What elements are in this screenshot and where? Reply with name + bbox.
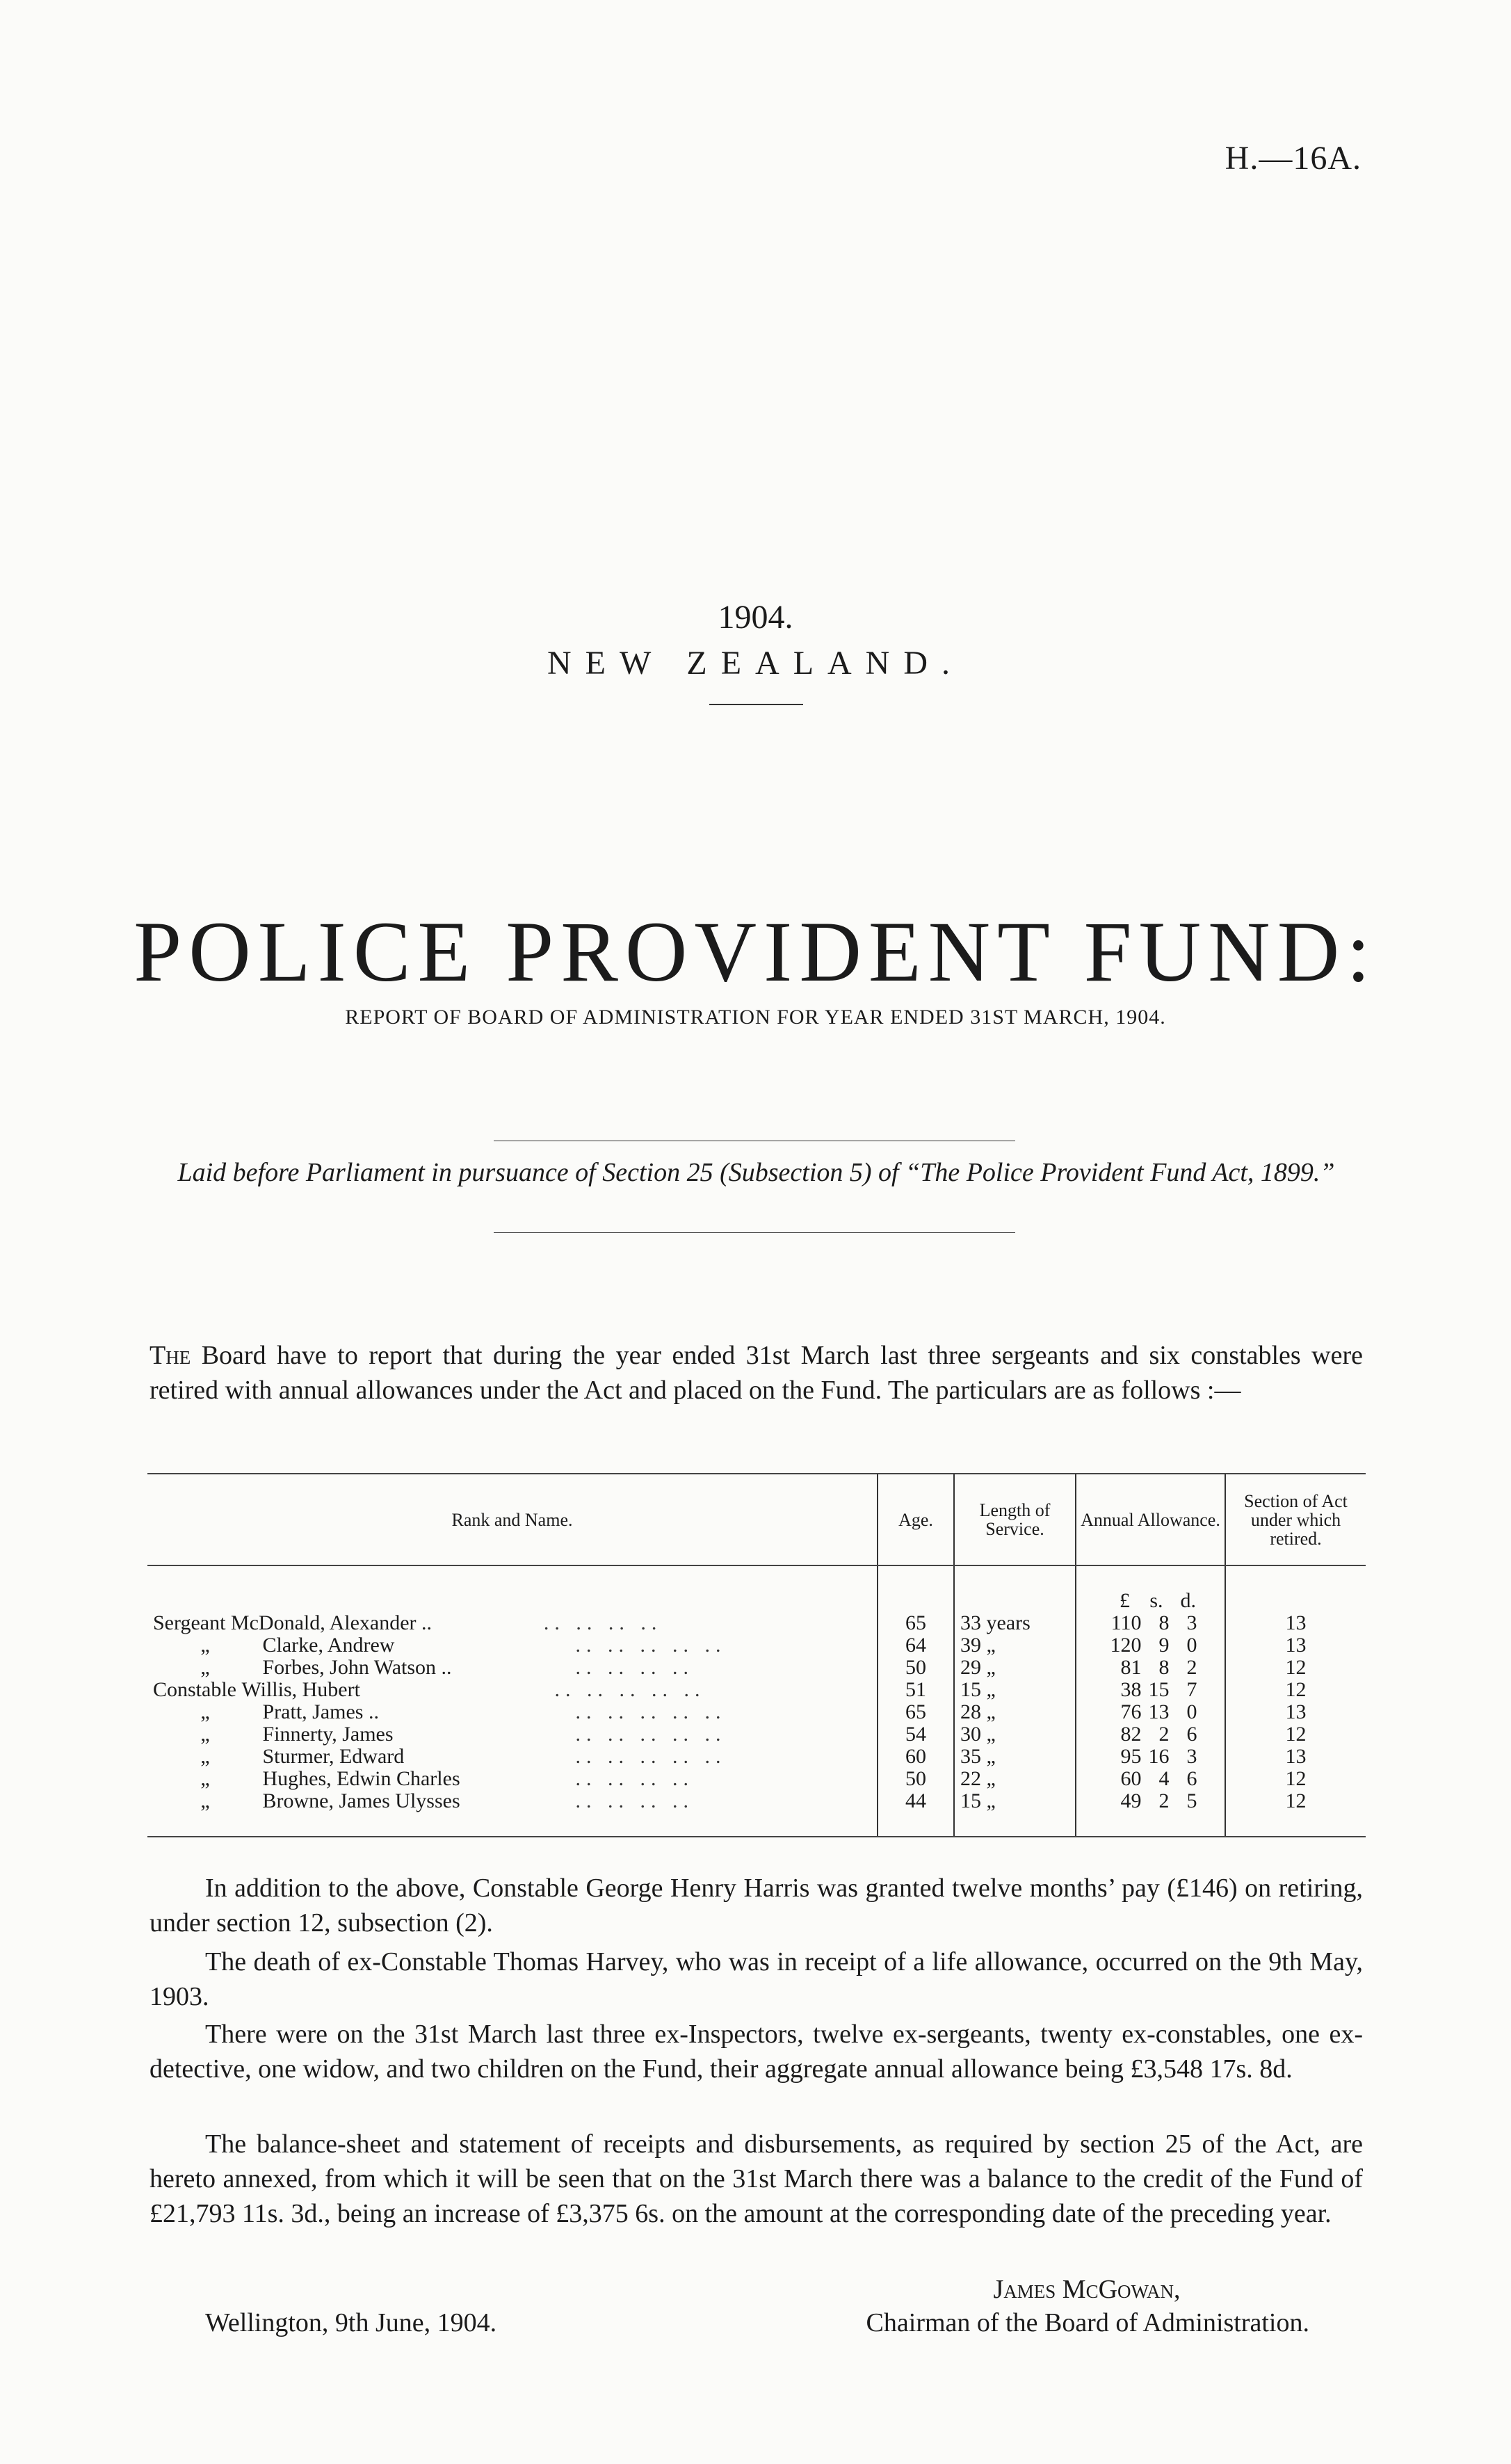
rank-name-cell (147, 1723, 878, 1746)
pounds: 110 (1110, 1611, 1142, 1634)
table-row (147, 1634, 1366, 1657)
paragraph-harvey: The death of ex-Constable Thomas Harvey, who was in receipt of a life allowance, occurred on the 9th May, 1903. (150, 1947, 1363, 2011)
header-allowance: Annual Allowance. (1076, 1474, 1225, 1565)
leader-dots: .. .. .. .. (575, 1656, 694, 1679)
allowance-cell (1076, 1723, 1225, 1746)
allowance-cell (1076, 1768, 1225, 1790)
pence: 7 (1186, 1678, 1197, 1701)
table-row (147, 1723, 1366, 1746)
shillings: 2 (1158, 1789, 1170, 1812)
shillings-unit: s. (1149, 1589, 1163, 1612)
table-row (147, 1612, 1366, 1634)
table-row (147, 1701, 1366, 1723)
rank: Constable (153, 1678, 236, 1701)
leader-dots: .. .. .. .. (543, 1611, 663, 1634)
pence: 2 (1186, 1656, 1197, 1679)
retirements-table (147, 1473, 1366, 1837)
service-cell: 28 „ (954, 1701, 1076, 1723)
age-cell: 44 (878, 1790, 954, 1837)
section-cell: 12 (1225, 1790, 1366, 1837)
rank: „ (200, 1700, 210, 1723)
divider-short (709, 704, 803, 705)
shillings: 9 (1158, 1634, 1170, 1657)
pence: 5 (1186, 1789, 1197, 1812)
service-cell: 22 „ (954, 1768, 1076, 1790)
pounds: 76 (1120, 1700, 1142, 1723)
service-cell: 35 „ (954, 1746, 1076, 1768)
header-age: Age. (878, 1474, 954, 1565)
shillings: 15 (1148, 1678, 1170, 1701)
age-cell: 60 (878, 1746, 954, 1768)
pence: 6 (1186, 1723, 1197, 1746)
pence-unit: d. (1180, 1589, 1196, 1612)
header-rank-name: Rank and Name. (147, 1474, 878, 1565)
shillings: 16 (1148, 1745, 1170, 1768)
rank: „ (200, 1634, 210, 1657)
leader-dots: .. .. .. .. (575, 1767, 694, 1790)
pence: 3 (1186, 1745, 1197, 1768)
divider-bottom (494, 1232, 1015, 1233)
intro-paragraph (150, 1338, 1363, 1408)
leader-dots: .. .. .. .. .. (575, 1634, 727, 1657)
name: Browne, James Ulysses (262, 1789, 460, 1812)
section-cell: 12 (1225, 1657, 1366, 1679)
pounds: 81 (1120, 1656, 1142, 1679)
header-service: Length of Service. (954, 1474, 1076, 1565)
pence: 6 (1186, 1767, 1197, 1790)
shillings: 13 (1148, 1700, 1170, 1723)
leader-dots: .. .. .. .. (575, 1789, 694, 1812)
section-cell: 13 (1225, 1634, 1366, 1657)
allowance-cell (1076, 1746, 1225, 1768)
signatory-role: Chairman of the Board of Administration. (866, 2308, 1309, 2337)
service-cell: 39 „ (954, 1634, 1076, 1657)
leader-dots: .. .. .. .. .. (554, 1678, 706, 1701)
paragraph-balance: The balance-sheet and statement of receipts and disbursements, as required by section 25 of the Act, are hereto annexed, from which it will be seen that on the 31st March there was a balance to the credit of the Fund of £21,793 11s. 3d., being an increase of £3,375 6s. on the amount at the corresponding date of the preceding year. (150, 2129, 1363, 2228)
shillings: 8 (1158, 1656, 1170, 1679)
pence: 3 (1186, 1611, 1197, 1634)
page-title: POLICE PROVIDENT FUND: (134, 904, 1377, 999)
name: McDonald, Alexander .. (230, 1611, 433, 1634)
name: Pratt, James .. (262, 1700, 379, 1723)
shillings: 2 (1158, 1723, 1170, 1746)
pounds: 60 (1120, 1767, 1142, 1790)
service-cell: 29 „ (954, 1657, 1076, 1679)
rank-name-cell (147, 1634, 878, 1657)
name: Finnerty, James (262, 1723, 394, 1746)
service-cell: 30 „ (954, 1723, 1076, 1746)
rank-name-cell (147, 1679, 878, 1701)
leader-dots: .. .. .. .. .. (575, 1723, 727, 1746)
rank: „ (200, 1656, 210, 1679)
country: NEW ZEALAND. (547, 645, 964, 682)
section-cell: 12 (1225, 1679, 1366, 1701)
rank: „ (200, 1745, 210, 1768)
rank: „ (200, 1767, 210, 1790)
intro-lead: The (150, 1341, 191, 1370)
paragraph-fund-members: There were on the 31st March last three ex-Inspectors, twelve ex-sergeants, twenty ex-constables, one ex-detective, one widow, and two children on the Fund, their aggregate annual allowance being £3,548 17s. 8d. (150, 2020, 1363, 2084)
allowance-cell (1076, 1701, 1225, 1723)
paragraph-harris: In addition to the above, Constable George Henry Harris was granted twelve months’ pay (£146) on retiring, under section 12, subsection (2). (150, 1874, 1363, 1938)
pence: 0 (1186, 1700, 1197, 1723)
age-cell: 51 (878, 1679, 954, 1701)
rank: „ (200, 1789, 210, 1812)
name: Hughes, Edwin Charles (262, 1767, 460, 1790)
header-section: Section of Act under which retired. (1225, 1474, 1366, 1565)
section-cell: 13 (1225, 1612, 1366, 1634)
table-row (147, 1679, 1366, 1701)
page-subtitle: REPORT OF BOARD OF ADMINISTRATION FOR YEAR ENDED 31ST MARCH, 1904. (345, 1006, 1166, 1029)
document-reference: H.—16A. (1225, 140, 1361, 177)
rank-name-cell (147, 1768, 878, 1790)
section-cell: 13 (1225, 1746, 1366, 1768)
year: 1904. (718, 599, 793, 636)
allowance-cell (1076, 1612, 1225, 1634)
rank: Sergeant (153, 1611, 226, 1634)
name: Forbes, John Watson .. (262, 1656, 452, 1679)
place-date: Wellington, 9th June, 1904. (205, 2308, 497, 2337)
allowance-cell (1076, 1790, 1225, 1837)
pence: 0 (1186, 1634, 1197, 1657)
rank-name-cell (147, 1746, 878, 1768)
rank: „ (200, 1723, 210, 1746)
pounds: 120 (1110, 1634, 1142, 1657)
table-header-row (147, 1474, 1366, 1565)
section-cell: 12 (1225, 1768, 1366, 1790)
pounds: 38 (1120, 1678, 1142, 1701)
age-cell: 50 (878, 1768, 954, 1790)
pounds: 95 (1120, 1745, 1142, 1768)
name: Clarke, Andrew (262, 1634, 395, 1657)
shillings: 8 (1158, 1611, 1170, 1634)
rank-name-cell (147, 1657, 878, 1679)
section-cell: 12 (1225, 1723, 1366, 1746)
age-cell: 54 (878, 1723, 954, 1746)
allowance-cell (1076, 1634, 1225, 1657)
rank-name-cell (147, 1790, 878, 1837)
laid-before-note: Laid before Parliament in pursuance of Section 25 (Subsection 5) of “The Police Provident Fund Act, 1899.” (177, 1158, 1335, 1187)
section-cell: 13 (1225, 1701, 1366, 1723)
table-row (147, 1790, 1366, 1837)
table-row (147, 1768, 1366, 1790)
units-row (147, 1565, 1366, 1612)
pounds: 49 (1120, 1789, 1142, 1812)
pounds-unit: £ (1120, 1589, 1130, 1612)
service-cell: 15 „ (954, 1790, 1076, 1837)
table-row (147, 1746, 1366, 1768)
name: Sturmer, Edward (262, 1745, 405, 1768)
rank-name-cell (147, 1701, 878, 1723)
age-cell: 50 (878, 1657, 954, 1679)
name: Willis, Hubert (241, 1678, 360, 1701)
leader-dots: .. .. .. .. .. (575, 1745, 727, 1768)
pounds: 82 (1120, 1723, 1142, 1746)
service-cell: 33 years (954, 1612, 1076, 1634)
age-cell: 65 (878, 1612, 954, 1634)
shillings: 4 (1158, 1767, 1170, 1790)
leader-dots: .. .. .. .. .. (575, 1700, 727, 1723)
table-row (147, 1657, 1366, 1679)
age-cell: 65 (878, 1701, 954, 1723)
allowance-cell (1076, 1657, 1225, 1679)
signatory-name: James McGowan, (993, 2275, 1181, 2304)
service-cell: 15 „ (954, 1679, 1076, 1701)
intro-text: Board have to report that during the year ended 31st March last three sergeants and six constables were retired with annual allowances under the Act and placed on the Fund. The particulars are as follows :— (150, 1341, 1364, 1405)
allowance-cell (1076, 1679, 1225, 1701)
age-cell: 64 (878, 1634, 954, 1657)
money-units (1076, 1565, 1225, 1612)
rank-name-cell (147, 1612, 878, 1634)
